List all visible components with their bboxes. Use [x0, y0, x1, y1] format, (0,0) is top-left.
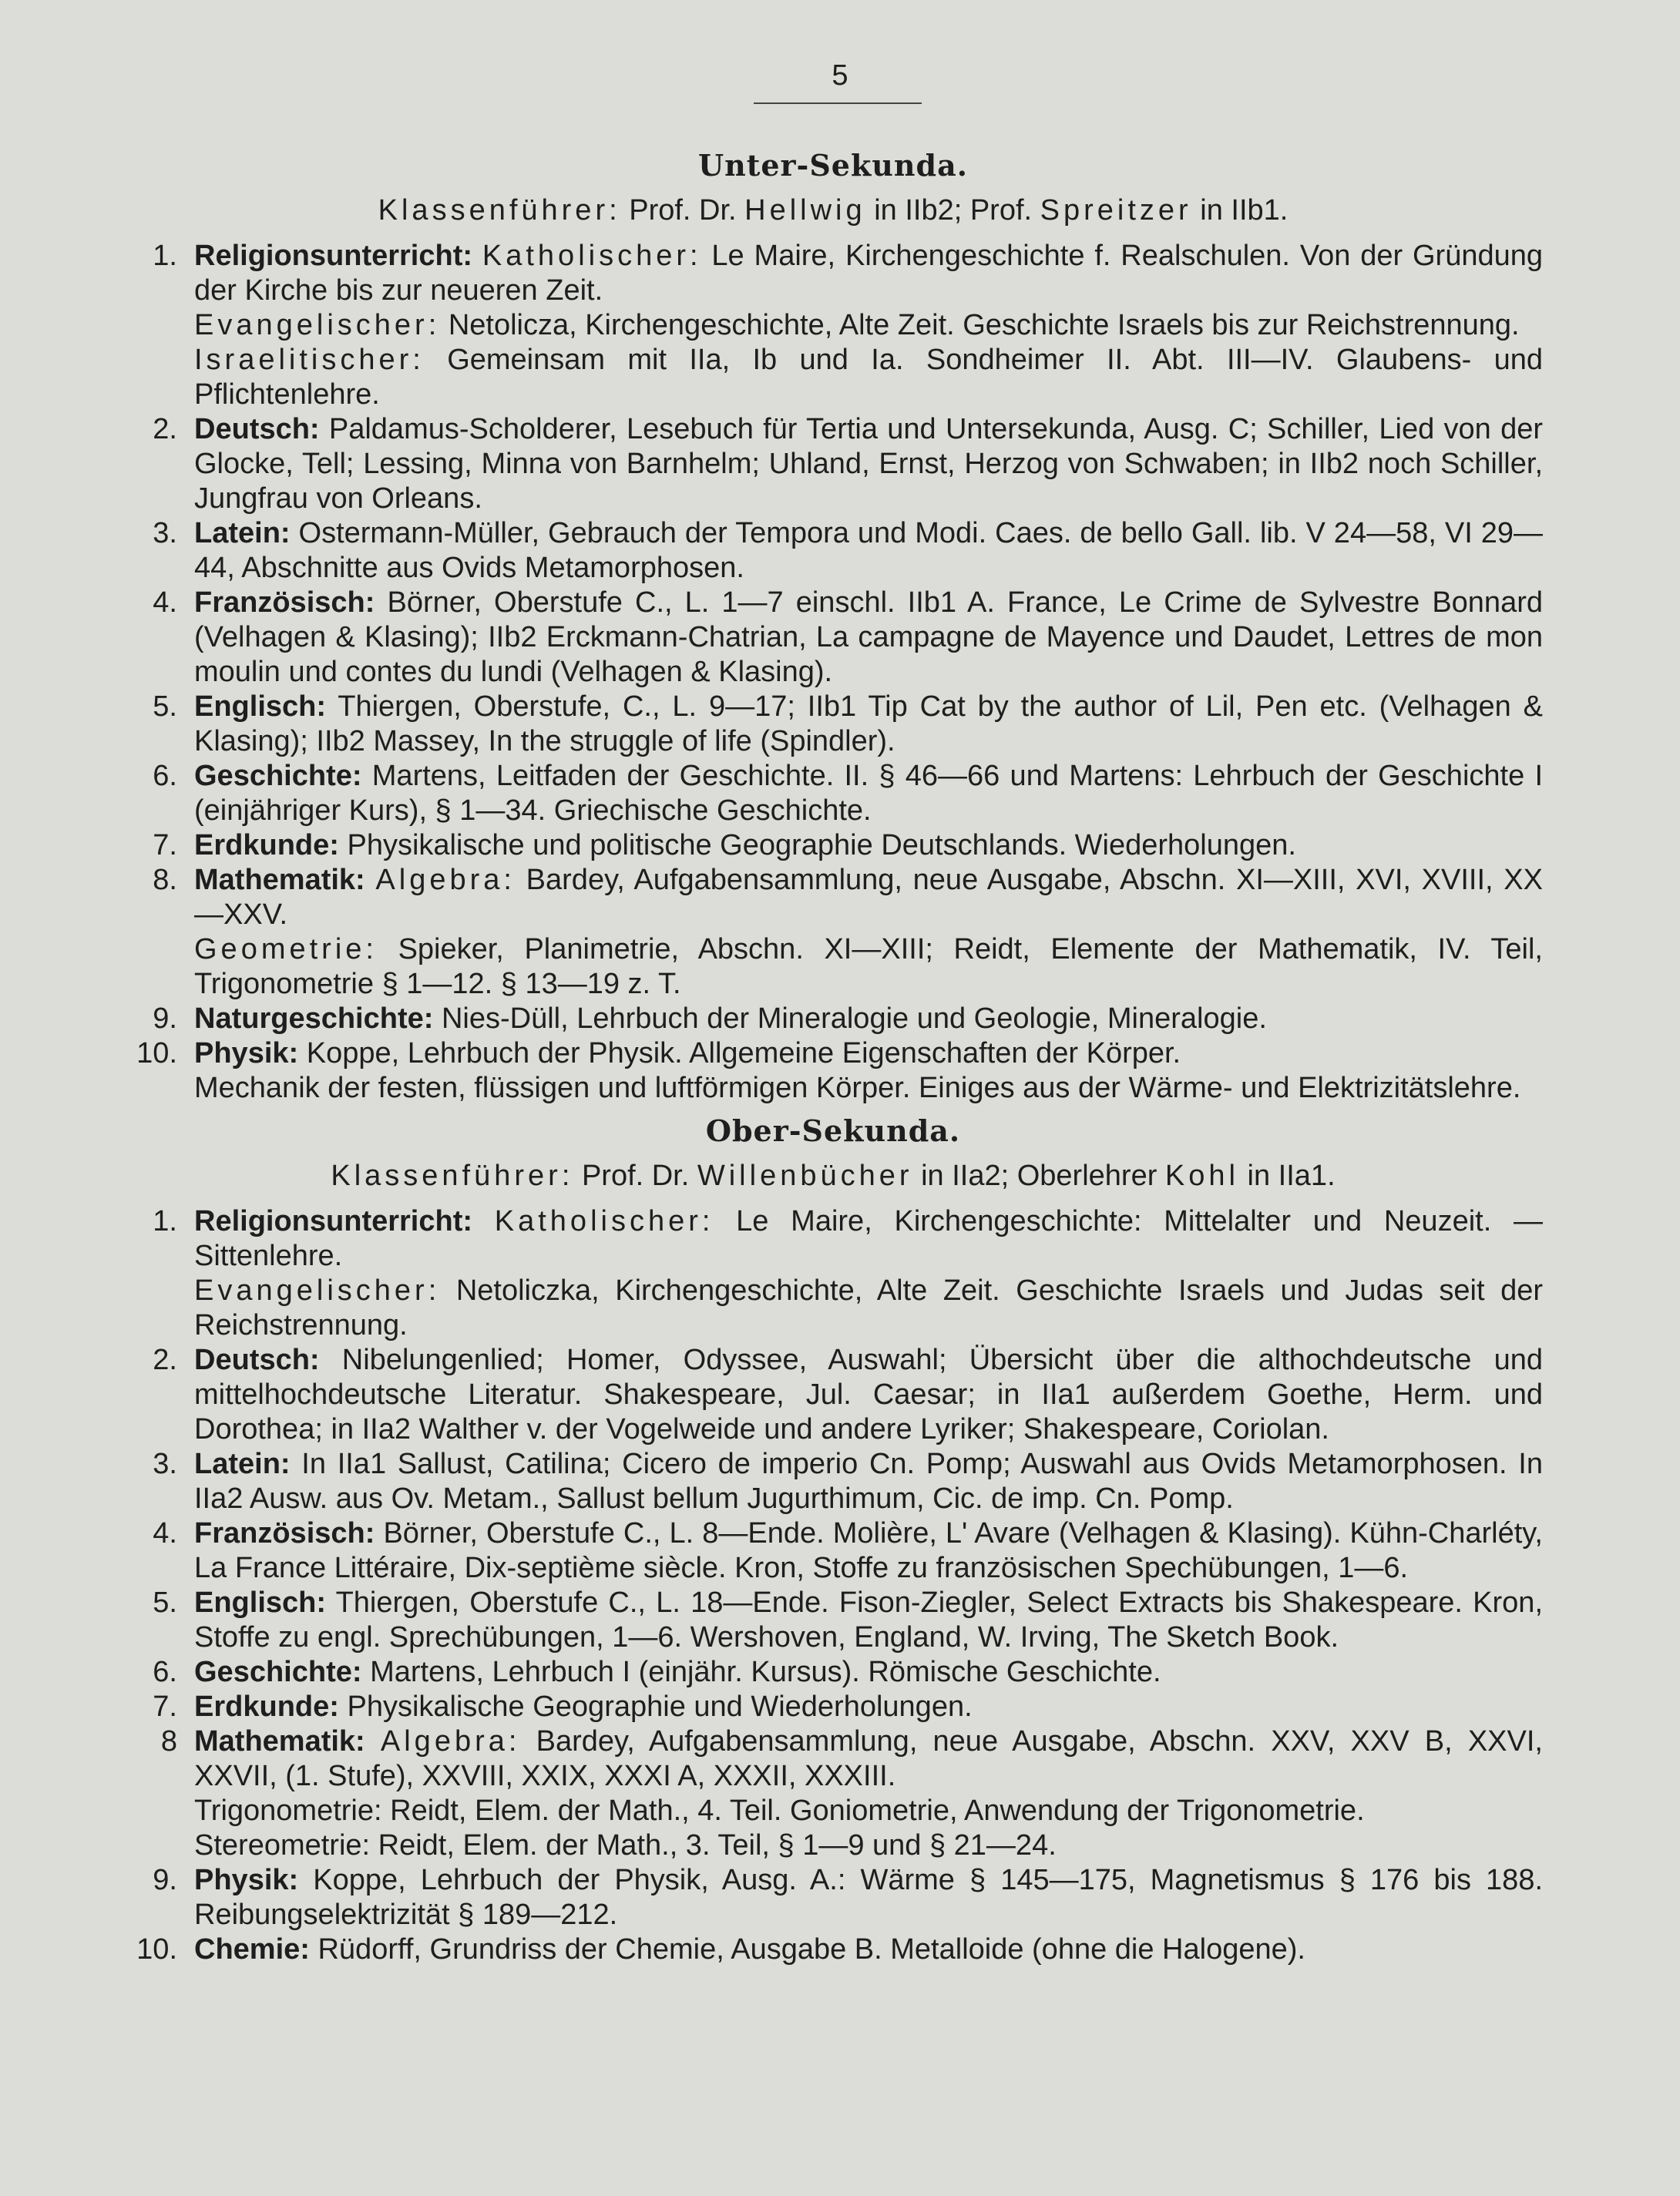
- subject-name: Englisch:: [194, 690, 327, 723]
- class-leader-text: in IIa1.: [1247, 1160, 1336, 1192]
- subject-item-chemie: [123, 1932, 1543, 1967]
- item-text: Börner, Oberstufe C., L. 1—7 einschl. IIb1 A. France, Le Crime de Sylvestre Bonnard (Velhagen & Klasing); IIb2 Erckmann-Chatrian, La campagne de Mayence und Daudet, Lettres de mon moulin und contes du lundi (Velhagen & Klasing).: [194, 586, 1543, 688]
- item-text: Le Maire, Kirchengeschichte: Mittelalter und Neuzeit. — Sittenlehre.: [194, 1205, 1543, 1272]
- item-number: 4.: [153, 586, 177, 619]
- subject-name: Englisch:: [194, 1587, 327, 1619]
- item-number: 7.: [153, 1691, 177, 1723]
- subject-item-deutsch: [123, 412, 1543, 516]
- item-text: Reidt, Elem. der Math., 3. Teil, § 1—9 und § 21—24.: [378, 1829, 1057, 1862]
- subject-item-religion: [123, 239, 1543, 412]
- item-number: 2.: [153, 413, 177, 445]
- item-number: 10.: [136, 1933, 177, 1966]
- item-text: Koppe, Lehrbuch der Physik, Ausg. A.: Wärme § 145—175, Magnetismus § 176 bis 188. Reibungselektrizität § 189—212.: [194, 1864, 1544, 1931]
- subject-name: Physik:: [194, 1864, 299, 1896]
- item-text: Physikalische Geographie und Wiederholungen.: [347, 1691, 973, 1723]
- subject-item-mathematik: [123, 863, 1543, 1002]
- subject-name: Naturgeschichte:: [194, 1002, 434, 1035]
- subject-item-englisch: [123, 690, 1543, 759]
- item-number: 6.: [153, 1656, 177, 1688]
- subject-name: Geschichte:: [194, 760, 362, 792]
- subject-name: Französisch:: [194, 586, 375, 619]
- subject-item-geschichte: [123, 759, 1543, 828]
- subject-item-latein: [123, 516, 1543, 586]
- subject-item-franzoesisch: [123, 1516, 1543, 1586]
- subject-item-erdkunde: [123, 1690, 1543, 1724]
- item-number: 8.: [153, 864, 177, 896]
- item-number: 4.: [153, 1517, 177, 1550]
- subject-name: Französisch:: [194, 1517, 375, 1550]
- teacher-name: Kohl: [1164, 1160, 1239, 1192]
- subject-name: Religionsunterricht:: [194, 1205, 473, 1237]
- page-number: 5: [832, 59, 848, 92]
- sub-label: Katholischer:: [494, 1205, 714, 1237]
- subject-item-religion: [123, 1204, 1543, 1343]
- class-leader-text: Prof. Dr.: [581, 1160, 690, 1192]
- item-text: Mechanik der festen, flüssigen und luftförmigen Körper. Einiges aus der Wärme- und Elektrizitätslehre.: [194, 1072, 1521, 1104]
- subject-name: Latein:: [194, 517, 291, 549]
- subject-item-franzoesisch: [123, 586, 1543, 690]
- subject-name: Latein:: [194, 1448, 291, 1480]
- item-number: 3.: [153, 517, 177, 549]
- class-leader-line: [123, 193, 1543, 228]
- item-text: Netolicza, Kirchengeschichte, Alte Zeit. Geschichte Israels bis zur Reichstrennung.: [448, 309, 1520, 341]
- item-text: Rüdorff, Grundriss der Chemie, Ausgabe B. Metalloide (ohne die Halogene).: [318, 1933, 1305, 1966]
- subject-name: Geschichte:: [194, 1656, 362, 1688]
- teacher-name: Willenbücher: [697, 1160, 913, 1192]
- item-text: Physikalische und politische Geographie Deutschlands. Wiederholungen.: [347, 829, 1296, 861]
- sub-label: Stereometrie:: [194, 1829, 371, 1862]
- subject-name: Mathematik:: [194, 1725, 365, 1758]
- document-body: [123, 143, 1543, 1967]
- item-text: Martens, Leitfaden der Geschichte. II. § 46—66 und Martens: Lehrbuch der Geschichte I (einjähriger Kurs), § 1—34. Griechische Geschichte.: [194, 760, 1544, 827]
- subject-name: Chemie:: [194, 1933, 310, 1966]
- item-text: Thiergen, Oberstufe, C., L. 9—17; IIb1 Tip Cat by the author of Lil, Pen etc. (Velhagen & Klasing); IIb2 Massey, In the struggle of life (Spindler).: [194, 690, 1544, 757]
- class-leader-label: Klassenführer:: [378, 194, 621, 227]
- class-leader-text: in IIb2; Prof.: [874, 194, 1033, 227]
- page-number-rule: [754, 102, 922, 104]
- item-text: Gemeinsam mit IIa, Ib und Ia. Sondheimer II. Abt. III—IV. Glaubens- und Pflichtenlehre.: [194, 344, 1543, 411]
- item-text: Ostermann-Müller, Gebrauch der Tempora und Modi. Caes. de bello Gall. lib. V 24—58, VI 29—44, Abschnitte aus Ovids Metamorphosen.: [194, 517, 1543, 584]
- class-leader-text: in IIb1.: [1200, 194, 1289, 227]
- subject-item-geschichte: [123, 1655, 1543, 1690]
- item-text: Thiergen, Oberstufe C., L. 18—Ende. Fison-Ziegler, Select Extracts bis Shakespeare. Kron, Stoffe zu engl. Sprechübungen, 1—6. Wershoven, England, W. Irving, The Sketch Book.: [194, 1587, 1543, 1654]
- item-text: Spieker, Planimetrie, Abschn. XI—XIII; Reidt, Elemente der Mathematik, IV. Teil, Trigonometrie § 1—12. § 13—19 z. T.: [194, 933, 1543, 1000]
- subject-name: Physik:: [194, 1037, 299, 1069]
- sub-label: Israelitischer:: [194, 344, 425, 376]
- item-text: Paldamus-Scholderer, Lesebuch für Tertia und Untersekunda, Ausg. C; Schiller, Lied von der Glocke, Tell; Lessing, Minna von Barnhelm; Uhland, Ernst, Herzog von Schwaben; in IIb2 noch Schiller, Jungfrau von Orleans.: [194, 413, 1543, 515]
- sub-label: Katholischer:: [482, 240, 702, 272]
- class-leader-label: Klassenführer:: [331, 1160, 574, 1192]
- item-text: Martens, Lehrbuch I (einjähr. Kursus). Römische Geschichte.: [370, 1656, 1161, 1688]
- subject-name: Mathematik:: [194, 864, 365, 896]
- class-leader-line: [123, 1159, 1543, 1194]
- item-text: Netoliczka, Kirchengeschichte, Alte Zeit. Geschichte Israels und Judas seit der Reichstrennung.: [194, 1274, 1544, 1341]
- item-number: 10.: [136, 1037, 177, 1069]
- item-number: 9.: [153, 1002, 177, 1035]
- subject-item-deutsch: [123, 1343, 1543, 1447]
- item-number: 1.: [153, 240, 177, 272]
- subject-item-erdkunde: [123, 828, 1543, 863]
- sub-label: Algebra:: [380, 1725, 521, 1758]
- class-leader-text: Prof. Dr.: [629, 194, 737, 227]
- teacher-name: Hellwig: [744, 194, 866, 227]
- sub-label: Evangelischer:: [194, 1274, 441, 1307]
- subject-item-englisch: [123, 1586, 1543, 1655]
- item-number: 5.: [153, 690, 177, 723]
- section-title-unter-sekunda: Unter-Sekunda.: [698, 148, 968, 183]
- item-number: 7.: [153, 829, 177, 861]
- item-number: 9.: [153, 1864, 177, 1896]
- subject-name: Erdkunde:: [194, 1691, 339, 1723]
- item-text: Koppe, Lehrbuch der Physik. Allgemeine Eigenschaften der Körper.: [306, 1037, 1181, 1069]
- item-text: Reidt, Elem. der Math., 4. Teil. Goniometrie, Anwendung der Trigonometrie.: [390, 1795, 1365, 1827]
- subject-item-physik: [123, 1863, 1543, 1932]
- item-text: Le Maire, Kirchengeschichte f. Realschulen. Von der Gründung der Kirche bis zur neueren Zeit.: [194, 240, 1544, 307]
- class-leader-text: in IIa2; Oberlehrer: [921, 1160, 1158, 1192]
- subject-item-mathematik: [123, 1724, 1543, 1863]
- item-number: 5.: [153, 1587, 177, 1619]
- sub-label: Trigonometrie:: [194, 1795, 382, 1827]
- item-text: Börner, Oberstufe C., L. 8—Ende. Molière, L' Avare (Velhagen & Klasing). Kühn-Charléty, La France Littéraire, Dix-septième siècle. Kron, Stoffe zu französischen Spechübungen, 1—6.: [194, 1517, 1543, 1584]
- subject-name: Religionsunterricht:: [194, 240, 473, 272]
- subject-item-physik: [123, 1036, 1543, 1106]
- item-text: Nibelungenlied; Homer, Odyssee, Auswahl; Übersicht über die althochdeutsche und mittelhochdeutsche Literatur. Shakespeare, Jul. Caesar; in IIa1 außerdem Goethe, Herm. und Dorothea; in IIa2 Walther v. der Vogelweide und andere Lyriker; Shakespeare, Coriolan.: [194, 1344, 1543, 1446]
- sub-label: Geometrie:: [194, 933, 378, 965]
- item-number: 2.: [153, 1344, 177, 1376]
- sub-label: Algebra:: [375, 864, 516, 896]
- section-title-ober-sekunda: Ober-Sekunda.: [705, 1113, 961, 1148]
- sub-label: Evangelischer:: [194, 309, 441, 341]
- teacher-name: Spreitzer: [1040, 194, 1192, 227]
- subject-name: Erdkunde:: [194, 829, 339, 861]
- item-number: 1.: [153, 1205, 177, 1237]
- item-number: 3.: [153, 1448, 177, 1480]
- item-number: 6.: [153, 760, 177, 792]
- subject-name: Deutsch:: [194, 1344, 320, 1376]
- subject-name: Deutsch:: [194, 413, 320, 445]
- item-text: Bardey, Aufgabensammlung, neue Ausgabe, Abschn. XI—XIII, XVI, XVIII, XX—XXV.: [194, 864, 1543, 931]
- item-text: In IIa1 Sallust, Catilina; Cicero de imperio Cn. Pomp; Auswahl aus Ovids Metamorphosen. In IIa2 Ausw. aus Ov. Metam., Sallust bellum Jugurthimum, Cic. de imp. Cn. Pomp.: [194, 1448, 1543, 1515]
- subject-item-naturgeschichte: [123, 1002, 1543, 1036]
- item-text: Nies-Düll, Lehrbuch der Mineralogie und Geologie, Mineralogie.: [441, 1002, 1267, 1035]
- item-text: Bardey, Aufgabensammlung, neue Ausgabe, Abschn. XXV, XXV B, XXVI, XXVII, (1. Stufe), XXVIII, XXIX, XXXI A, XXXII, XXXIII.: [194, 1725, 1543, 1792]
- subject-item-latein: [123, 1447, 1543, 1516]
- item-number: 8: [160, 1725, 177, 1758]
